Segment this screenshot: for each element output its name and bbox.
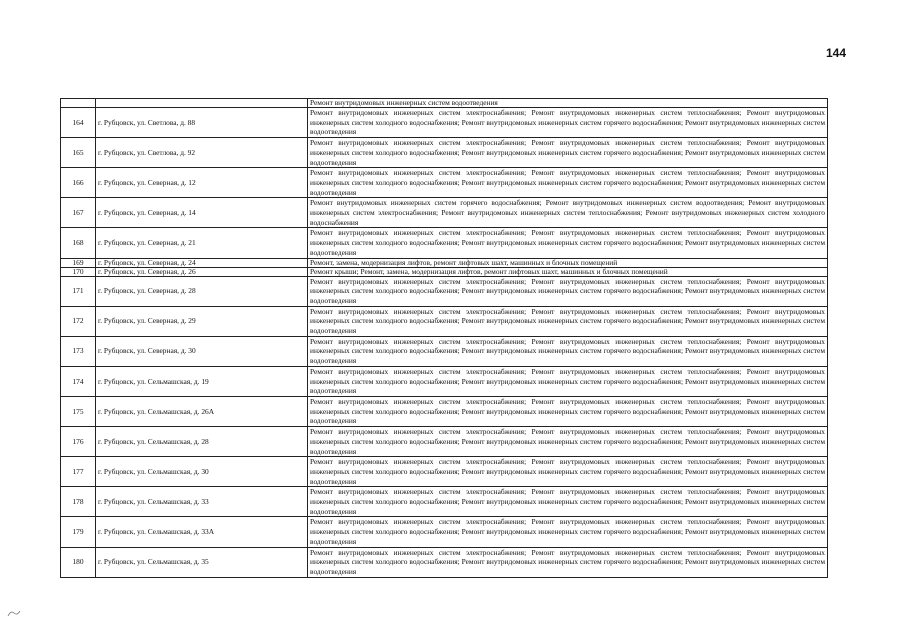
row-number: 167: [61, 198, 96, 228]
table-row: [61, 168, 828, 198]
row-address: г. Рубцовск, ул. Северная, д. 12: [96, 168, 308, 198]
row-address: г. Рубцовск, ул. Сельмашская, д. 19: [96, 366, 308, 396]
row-number: 174: [61, 366, 96, 396]
row-number: [61, 99, 96, 108]
row-address: г. Рубцовск, ул. Сельмашская, д. 33А: [96, 517, 308, 547]
table-row: [61, 366, 828, 396]
row-address: г. Рубцовск, ул. Северная, д. 29: [96, 306, 308, 336]
row-works: Ремонт внутридомовых инженерных систем электроснабжения; Ремонт внутридомовых инженерных систем теплоснабжения; Ремонт внутридомовых инженерных систем холодного водоснабжения; Ремонт внутридомовых инженерных систем горячего водоснабжения; Ремонт внутридомовых инженерных систем водоотведения: [308, 306, 828, 336]
row-works: Ремонт внутридомовых инженерных систем электроснабжения; Ремонт внутридомовых инженерных систем теплоснабжения; Ремонт внутридомовых инженерных систем холодного водоснабжения; Ремонт внутридомовых инженерных систем горячего водоснабжения; Ремонт внутридомовых инженерных систем водоотведения: [308, 366, 828, 396]
row-works: Ремонт внутридомовых инженерных систем водоотведения: [308, 99, 828, 108]
table-row: [61, 487, 828, 517]
works-register-table: [60, 98, 828, 578]
table-row: [61, 396, 828, 426]
page-number: 144: [826, 46, 847, 60]
row-number: 176: [61, 427, 96, 457]
row-address: г. Рубцовск, ул. Северная, д. 30: [96, 336, 308, 366]
table-row: [61, 267, 828, 276]
table-row: [61, 427, 828, 457]
row-works: Ремонт внутридомовых инженерных систем электроснабжения; Ремонт внутридомовых инженерных систем теплоснабжения; Ремонт внутридомовых инженерных систем холодного водоснабжения; Ремонт внутридомовых инженерных систем горячего водоснабжения; Ремонт внутридомовых инженерных систем водоотведения: [308, 547, 828, 577]
table-row: [61, 457, 828, 487]
row-address: г. Рубцовск, ул. Северная, д. 14: [96, 198, 308, 228]
row-address: г. Рубцовск, ул. Сельмашская, д. 26А: [96, 396, 308, 426]
row-number: 172: [61, 306, 96, 336]
table-row: [61, 276, 828, 306]
row-works: Ремонт внутридомовых инженерных систем электроснабжения; Ремонт внутридомовых инженерных систем теплоснабжения; Ремонт внутридомовых инженерных систем холодного водоснабжения; Ремонт внутридомовых инженерных систем горячего водоснабжения; Ремонт внутридомовых инженерных систем водоотведения: [308, 168, 828, 198]
table-row: [61, 138, 828, 168]
table-row: [61, 336, 828, 366]
row-address: г. Рубцовск, ул. Светлова, д. 92: [96, 138, 308, 168]
row-number: 165: [61, 138, 96, 168]
row-number: 179: [61, 517, 96, 547]
scan-mark-icon: [7, 608, 21, 618]
row-address: [96, 99, 308, 108]
row-address: г. Рубцовск, ул. Северная, д. 26: [96, 267, 308, 276]
row-works: Ремонт внутридомовых инженерных систем электроснабжения; Ремонт внутридомовых инженерных систем теплоснабжения; Ремонт внутридомовых инженерных систем холодного водоснабжения; Ремонт внутридомовых инженерных систем горячего водоснабжения; Ремонт внутридомовых инженерных систем водоотведения: [308, 228, 828, 258]
row-address: г. Рубцовск, ул. Северная, д. 21: [96, 228, 308, 258]
row-address: г. Рубцовск, ул. Сельмашская, д. 35: [96, 547, 308, 577]
row-number: 177: [61, 457, 96, 487]
row-address: г. Рубцовск, ул. Сельмашская, д. 30: [96, 457, 308, 487]
row-works: Ремонт внутридомовых инженерных систем электроснабжения; Ремонт внутридомовых инженерных систем теплоснабжения; Ремонт внутридомовых инженерных систем холодного водоснабжения; Ремонт внутридомовых инженерных систем горячего водоснабжения; Ремонт внутридомовых инженерных систем водоотведения: [308, 396, 828, 426]
row-works: Ремонт внутридомовых инженерных систем электроснабжения; Ремонт внутридомовых инженерных систем теплоснабжения; Ремонт внутридомовых инженерных систем холодного водоснабжения; Ремонт внутридомовых инженерных систем горячего водоснабжения; Ремонт внутридомовых инженерных систем водоотведения: [308, 336, 828, 366]
table-row-continuation: [61, 99, 828, 108]
row-address: г. Рубцовск, ул. Северная, д. 28: [96, 276, 308, 306]
row-number: 175: [61, 396, 96, 426]
table-row: [61, 198, 828, 228]
row-address: г. Рубцовск, ул. Сельмашская, д. 33: [96, 487, 308, 517]
row-works: Ремонт внутридомовых инженерных систем электроснабжения; Ремонт внутридомовых инженерных систем теплоснабжения; Ремонт внутридомовых инженерных систем холодного водоснабжения; Ремонт внутридомовых инженерных систем горячего водоснабжения; Ремонт внутридомовых инженерных систем водоотведения: [308, 427, 828, 457]
table-row: [61, 547, 828, 577]
row-works: Ремонт внутридомовых инженерных систем горячего водоснабжения; Ремонт внутридомовых инженерных систем водоотведения; Ремонт внутридомовых инженерных систем электроснабжения; Ремонт внутридомовых инженерных систем теплоснабжения; Ремонт внутридомовых инженерных систем холодного водоснабжения: [308, 198, 828, 228]
row-number: 180: [61, 547, 96, 577]
row-number: 178: [61, 487, 96, 517]
table-row: [61, 108, 828, 138]
table-row: [61, 517, 828, 547]
row-works: Ремонт внутридомовых инженерных систем электроснабжения; Ремонт внутридомовых инженерных систем теплоснабжения; Ремонт внутридомовых инженерных систем холодного водоснабжения; Ремонт внутридомовых инженерных систем горячего водоснабжения; Ремонт внутридомовых инженерных систем водоотведения: [308, 457, 828, 487]
row-number: 170: [61, 267, 96, 276]
row-address: г. Рубцовск, ул. Светлова, д. 88: [96, 108, 308, 138]
row-number: 171: [61, 276, 96, 306]
row-works: Ремонт внутридомовых инженерных систем электроснабжения; Ремонт внутридомовых инженерных систем теплоснабжения; Ремонт внутридомовых инженерных систем холодного водоснабжения; Ремонт внутридомовых инженерных систем горячего водоснабжения; Ремонт внутридомовых инженерных систем водоотведения: [308, 517, 828, 547]
row-works: Ремонт внутридомовых инженерных систем электроснабжения; Ремонт внутридомовых инженерных систем теплоснабжения; Ремонт внутридомовых инженерных систем холодного водоснабжения; Ремонт внутридомовых инженерных систем горячего водоснабжения; Ремонт внутридомовых инженерных систем водоотведения: [308, 138, 828, 168]
row-works: Ремонт внутридомовых инженерных систем электроснабжения; Ремонт внутридомовых инженерных систем теплоснабжения; Ремонт внутридомовых инженерных систем холодного водоснабжения; Ремонт внутридомовых инженерных систем горячего водоснабжения; Ремонт внутридомовых инженерных систем водоотведения: [308, 276, 828, 306]
table-row: [61, 228, 828, 258]
row-works: Ремонт внутридомовых инженерных систем электроснабжения; Ремонт внутридомовых инженерных систем теплоснабжения; Ремонт внутридомовых инженерных систем холодного водоснабжения; Ремонт внутридомовых инженерных систем горячего водоснабжения; Ремонт внутридомовых инженерных систем водоотведения: [308, 108, 828, 138]
row-address: г. Рубцовск, ул. Сельмашская, д. 28: [96, 427, 308, 457]
row-address: г. Рубцовск, ул. Северная, д. 24: [96, 258, 308, 267]
row-works: Ремонт крыши; Ремонт, замена, модернизация лифтов, ремонт лифтовых шахт, машинных и блочных помещений: [308, 267, 828, 276]
table-body: [61, 99, 828, 578]
row-number: 168: [61, 228, 96, 258]
row-works: Ремонт внутридомовых инженерных систем электроснабжения; Ремонт внутридомовых инженерных систем теплоснабжения; Ремонт внутридомовых инженерных систем холодного водоснабжения; Ремонт внутридомовых инженерных систем горячего водоснабжения; Ремонт внутридомовых инженерных систем водоотведения: [308, 487, 828, 517]
table-row: [61, 306, 828, 336]
row-number: 164: [61, 108, 96, 138]
row-number: 169: [61, 258, 96, 267]
row-number: 173: [61, 336, 96, 366]
row-works: Ремонт, замена, модернизация лифтов, ремонт лифтовых шахт, машинных и блочных помещений: [308, 258, 828, 267]
row-number: 166: [61, 168, 96, 198]
table-row: [61, 258, 828, 267]
